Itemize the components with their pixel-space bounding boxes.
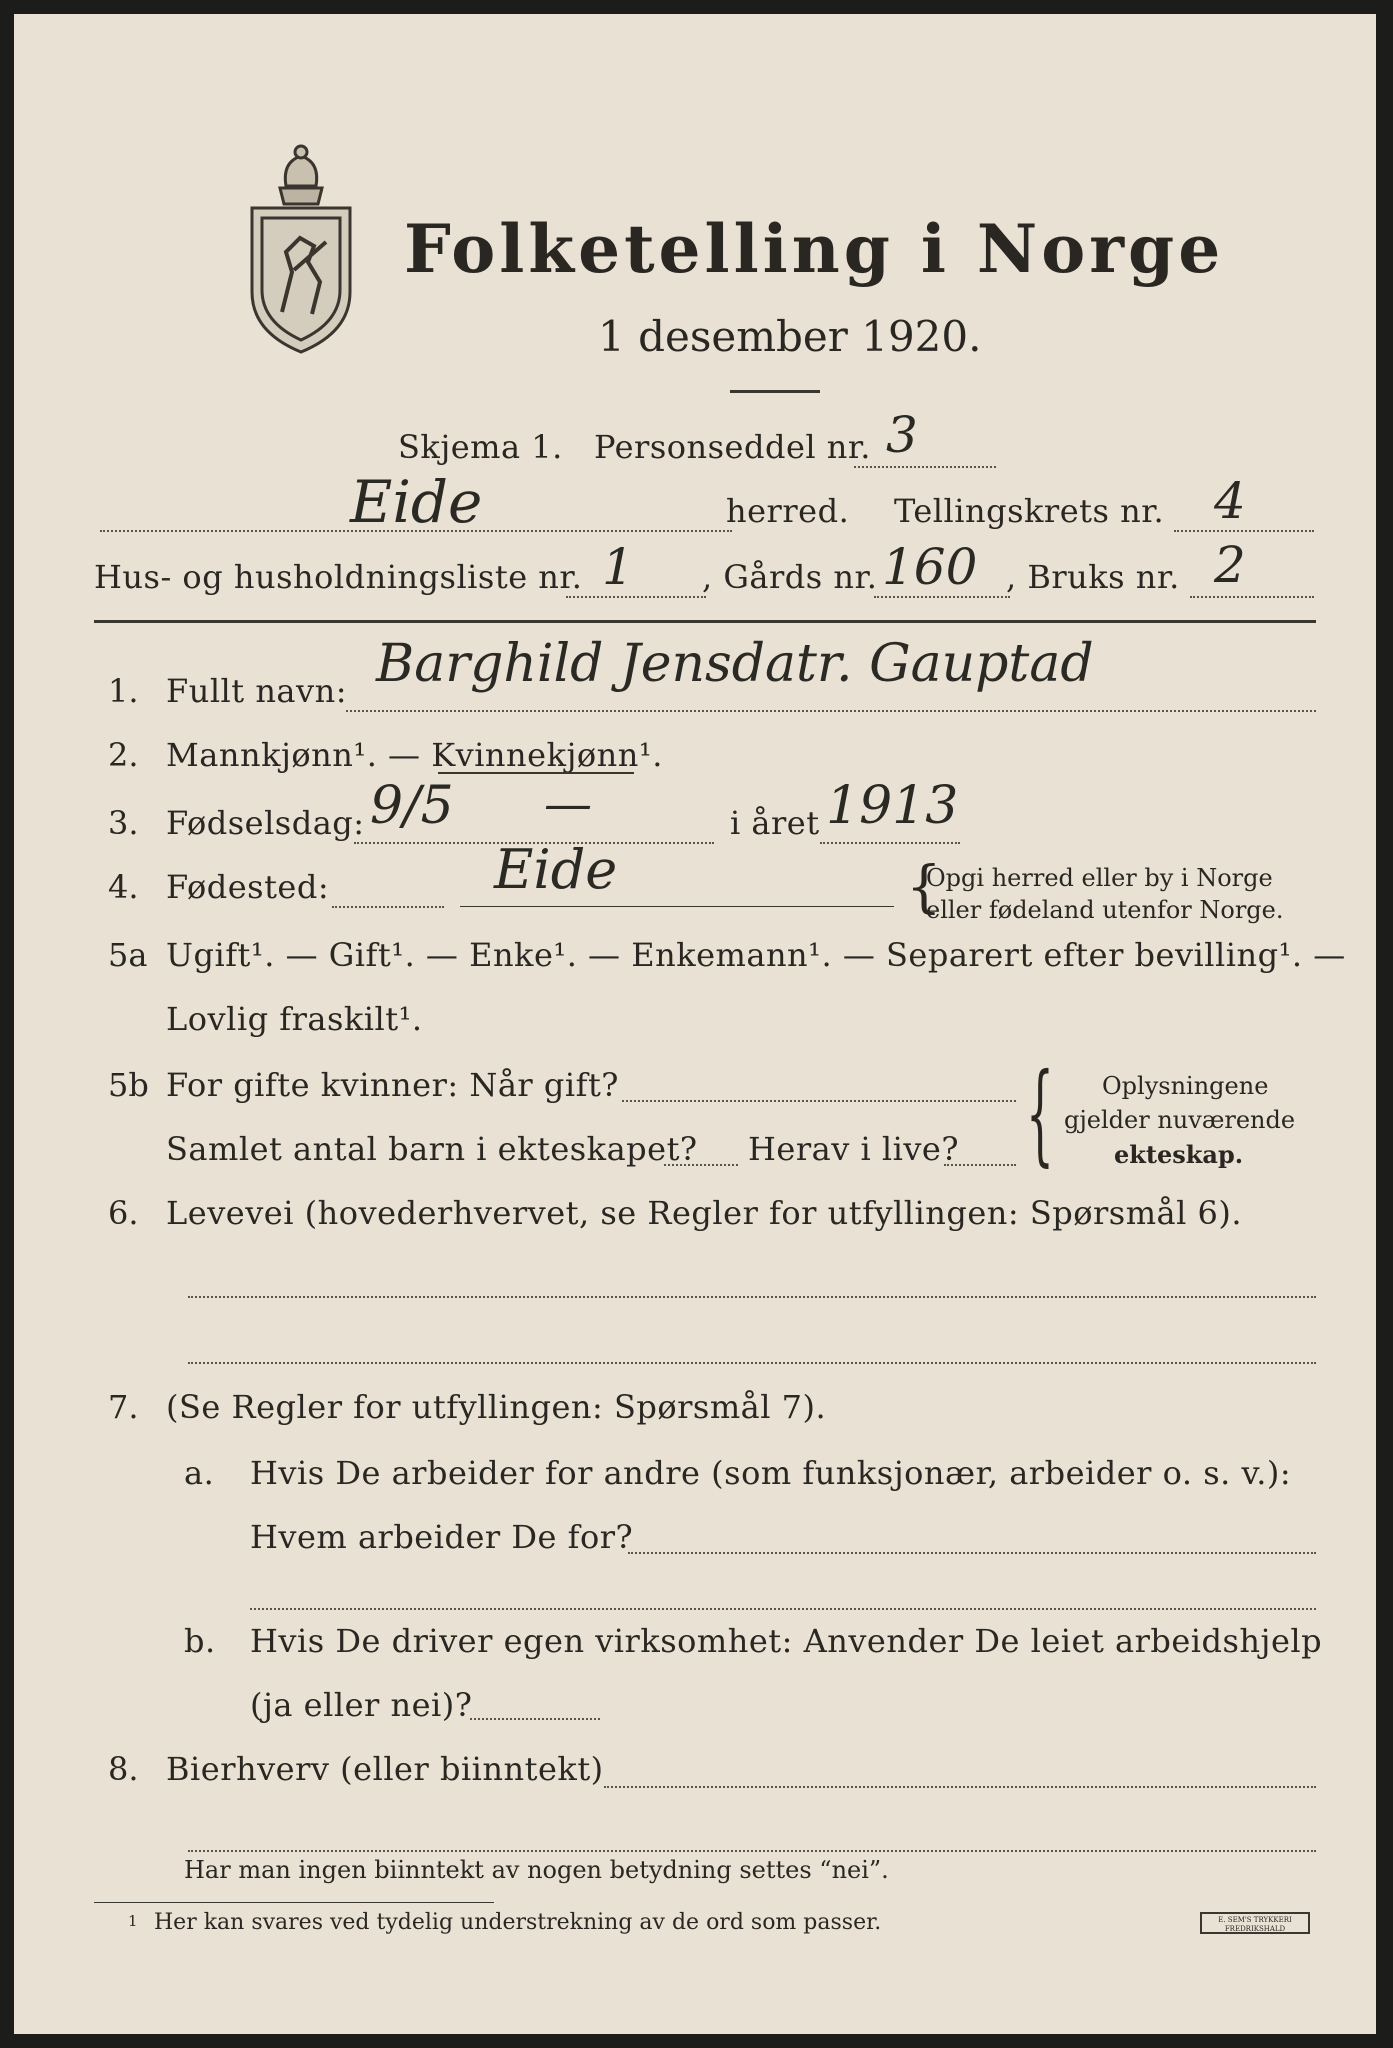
gards-line (874, 596, 1010, 598)
q7a-line1: Hvis De arbeider for andre (som funksjonær, arbeider o. s. v.): (250, 1454, 1292, 1492)
q8-label: Bierhverv (eller biinntekt) (166, 1750, 604, 1788)
q7b-letter: b. (184, 1622, 216, 1660)
q5b-note-line3: ekteskap. (1114, 1140, 1244, 1169)
personseddel-label: Personseddel nr. (594, 428, 871, 466)
q7a-line-1 (628, 1552, 1316, 1554)
q6-number: 6. (108, 1194, 139, 1232)
q7b-line1: Hvis De driver egen virksomhet: Anvender De leiet arbeidshjelp (250, 1622, 1323, 1660)
q5b-married-line (622, 1100, 1016, 1102)
q5a-number: 5a (108, 936, 148, 974)
q7a-letter: a. (184, 1454, 215, 1492)
footnote-text: Her kan svares ved tydelig understrekning av de ord som passer. (154, 1910, 882, 1935)
q1-label: Fullt navn: (166, 672, 347, 710)
q5b-children-line (664, 1164, 738, 1166)
title-divider (730, 390, 820, 393)
q3-day-value: 9/5 (370, 776, 454, 836)
q6-line-1 (188, 1296, 1316, 1298)
q5b-children-label: Samlet antal barn i ekteskapet? (166, 1130, 698, 1168)
q1-value: Barghild Jensdatr. Gauptad (376, 634, 1094, 694)
q5b-alive-label: Herav i live? (748, 1130, 960, 1168)
q5b-note-line1: Oplysningene (1102, 1072, 1269, 1100)
printer-stamp-line2: FREDRIKSHALD (1224, 1925, 1286, 1933)
q4-line-b (460, 906, 894, 907)
q8-line-2 (188, 1850, 1316, 1852)
q5a-line2: Lovlig fraskilt¹. (166, 1000, 423, 1038)
q8-line-1 (604, 1786, 1316, 1788)
printer-stamp-line1: E. SEM'S TRYKKERI (1218, 1916, 1292, 1924)
q7b-line (470, 1718, 600, 1720)
hus-value: 1 (602, 538, 634, 596)
census-form-sheet (14, 14, 1376, 2034)
q7b-line2: (ja eller nei)? (250, 1686, 473, 1724)
q3-year-label: i året (730, 804, 820, 842)
q3-year-value: 1913 (826, 776, 959, 836)
q2-kvinnekjonn-underline (438, 772, 634, 774)
q4-note-line2: eller fødeland utenfor Norge. (926, 896, 1284, 924)
q1-line (346, 710, 1316, 712)
q1-number: 1. (108, 672, 139, 710)
census-date: 1 desember 1920. (598, 312, 982, 361)
q7-label: (Se Regler for utfyllingen: Spørsmål 7). (166, 1388, 827, 1426)
q7a-line2: Hvem arbeider De for? (250, 1518, 634, 1556)
q5b-number: 5b (108, 1066, 149, 1104)
q3-label: Fødselsdag: (166, 804, 365, 842)
q4-bracket: { (906, 855, 942, 920)
q7a-line-2 (250, 1608, 1316, 1610)
tellingskrets-line (1174, 530, 1314, 532)
q5a-line1: Ugift¹. — Gift¹. — Enke¹. — Enkemann¹. — Separert efter bevilling¹. — (166, 936, 1346, 974)
gards-label: , Gårds nr. (702, 558, 878, 596)
tellingskrets-value: 4 (1214, 472, 1246, 530)
herred-label: herred. (726, 492, 850, 530)
bruks-label: , Bruks nr. (1006, 558, 1180, 596)
personseddel-value: 3 (886, 406, 918, 464)
q4-number: 4. (108, 868, 139, 906)
q4-label: Fødested: (166, 868, 330, 906)
personseddel-line (854, 466, 996, 468)
q5b-note-line2: gjelder nuværende (1064, 1106, 1296, 1134)
form-title: Folketelling i Norge (404, 210, 1225, 288)
q6-line-2 (188, 1362, 1316, 1364)
q7-number: 7. (108, 1388, 139, 1426)
tellingskrets-label: Tellingskrets nr. (894, 492, 1165, 530)
q4-line-a (332, 906, 444, 908)
q3-number: 3. (108, 804, 139, 842)
hus-line (566, 596, 706, 598)
gards-value: 160 (882, 538, 978, 596)
q5b-bracket: { (1026, 1049, 1054, 1177)
footnote-rule (94, 1902, 494, 1903)
header-rule (94, 620, 1316, 623)
biinntekt-note: Har man ingen biinntekt av nogen betydning settes “nei”. (184, 1856, 889, 1884)
q3-year-line (820, 842, 960, 844)
q6-label: Levevei (hovederhvervet, se Regler for utfyllingen: Spørsmål 6). (166, 1194, 1243, 1232)
q5b-alive-line (944, 1164, 1016, 1166)
skjema-label: Skjema 1. (398, 428, 563, 466)
q4-value: Eide (494, 838, 618, 901)
q2-label: Mannkjønn¹. — Kvinnekjønn¹. (166, 736, 663, 774)
hus-label: Hus- og husholdningsliste nr. (94, 558, 583, 596)
footnote-mark: 1 (128, 1912, 138, 1930)
q8-number: 8. (108, 1750, 139, 1788)
coat-of-arms-icon (242, 142, 360, 356)
bruks-value: 2 (1214, 536, 1246, 594)
q2-number: 2. (108, 736, 139, 774)
q4-note-line1: Opgi herred eller by i Norge (926, 864, 1273, 892)
printer-stamp (1200, 1912, 1310, 1934)
q3-dash: — (544, 776, 592, 832)
herred-value: Eide (350, 468, 483, 536)
bruks-line (1190, 596, 1314, 598)
q5b-line1: For gifte kvinner: Når gift? (166, 1066, 619, 1104)
